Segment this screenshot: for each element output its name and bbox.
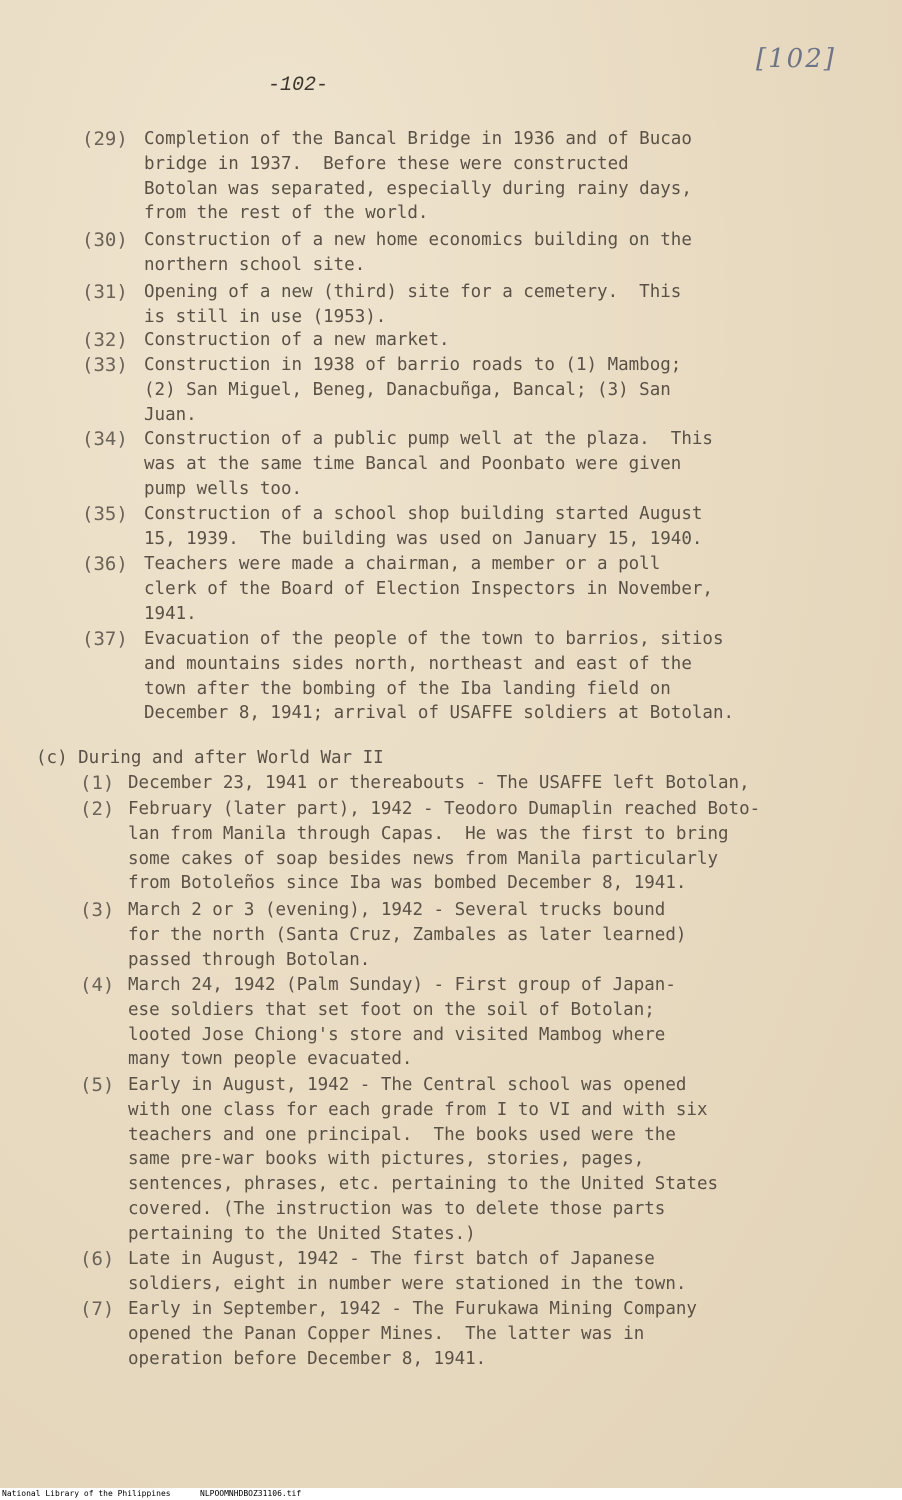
item-number: (30) bbox=[82, 229, 128, 251]
item-text: Late in August, 1942 - The first batch of Japanese soldiers, eight in number were stationed in the town. bbox=[128, 1249, 687, 1294]
item-number: (2) bbox=[80, 798, 115, 820]
item-number: (37) bbox=[82, 628, 128, 650]
item-text: December 23, 1941 or thereabouts - The USAFFE left Botolan, bbox=[128, 773, 750, 793]
section-heading: (c) During and after World War II bbox=[36, 748, 384, 768]
archive-number: [102] bbox=[756, 44, 836, 74]
item-text: Completion of the Bancal Bridge in 1936 and of Bucao bridge in 1937. Before these were constructed Botolan was separated, especially during rainy days, from the rest of the world. bbox=[144, 129, 692, 224]
item-number: (35) bbox=[82, 503, 128, 525]
scan-footer bbox=[0, 1488, 902, 1500]
item-text: Early in September, 1942 - The Furukawa Mining Company opened the Panan Copper Mines. The latter was in operation before December 8, 1941. bbox=[128, 1299, 697, 1369]
item-number: (31) bbox=[82, 281, 128, 303]
footer-library: National Library of the Philippines bbox=[2, 1489, 171, 1498]
item-text: Teachers were made a chairman, a member or a poll clerk of the Board of Election Inspectors in November, 1941. bbox=[144, 554, 713, 624]
item-text: Construction in 1938 of barrio roads to (1) Mambog; (2) San Miguel, Beneg, Danacbuñga, Bancal; (3) San Juan. bbox=[144, 355, 682, 425]
item-text: Construction of a new market. bbox=[144, 330, 450, 350]
item-number: (29) bbox=[82, 128, 128, 150]
item-number: (3) bbox=[80, 899, 115, 921]
item-text: Evacuation of the people of the town to barrios, sitios and mountains sides north, northeast and east of the town after the bombing of the Iba landing field on December 8, 1941; arrival of USAFFE soldiers at Botolan. bbox=[144, 629, 735, 724]
item-text: Early in August, 1942 - The Central school was opened with one class for each grade from I to VI and with six teachers and one principal. The books used were the same pre-war books with pictures, stories, pages, sentences, phrases, etc. pertaining to the United States covered. (The instruction was to delete those parts pertaining to the United States.) bbox=[128, 1075, 719, 1244]
item-number: (7) bbox=[80, 1298, 115, 1320]
item-text: Construction of a school shop building started August 15, 1939. The building was used on January 15, 1940. bbox=[144, 504, 703, 549]
item-text: February (later part), 1942 - Teodoro Dumaplin reached Boto- lan from Manila through Capas. He was the first to bring some cakes of soap besides news from Manila particularly from Botoleños since Iba was bombed December 8, 1941. bbox=[128, 799, 761, 894]
item-text: March 24, 1942 (Palm Sunday) - First group of Japan- ese soldiers that set foot on the soil of Botolan; looted Jose Chiong's store and visited Mambog where many town people evacuated. bbox=[128, 975, 676, 1070]
item-number: (1) bbox=[80, 772, 115, 794]
item-text: Opening of a new (third) site for a cemetery. This is still in use (1953). bbox=[144, 282, 682, 327]
item-number: (36) bbox=[82, 553, 128, 575]
page-number: -102- bbox=[268, 74, 329, 97]
item-text: Construction of a new home economics building on the northern school site. bbox=[144, 230, 692, 275]
item-number: (4) bbox=[80, 974, 115, 996]
item-number: (33) bbox=[82, 354, 128, 376]
item-number: (32) bbox=[82, 329, 128, 351]
footer-filename: NLPOOMNHDBOZ31106.tif bbox=[200, 1489, 302, 1498]
item-number: (5) bbox=[80, 1074, 115, 1096]
item-number: (34) bbox=[82, 428, 128, 450]
item-text: March 2 or 3 (evening), 1942 - Several trucks bound for the north (Santa Cruz, Zambales as later learned) passed through Botolan. bbox=[128, 900, 687, 970]
item-number: (6) bbox=[80, 1248, 115, 1270]
item-text: Construction of a public pump well at the plaza. This was at the same time Bancal and Poonbato were given pump wells too. bbox=[144, 429, 713, 499]
